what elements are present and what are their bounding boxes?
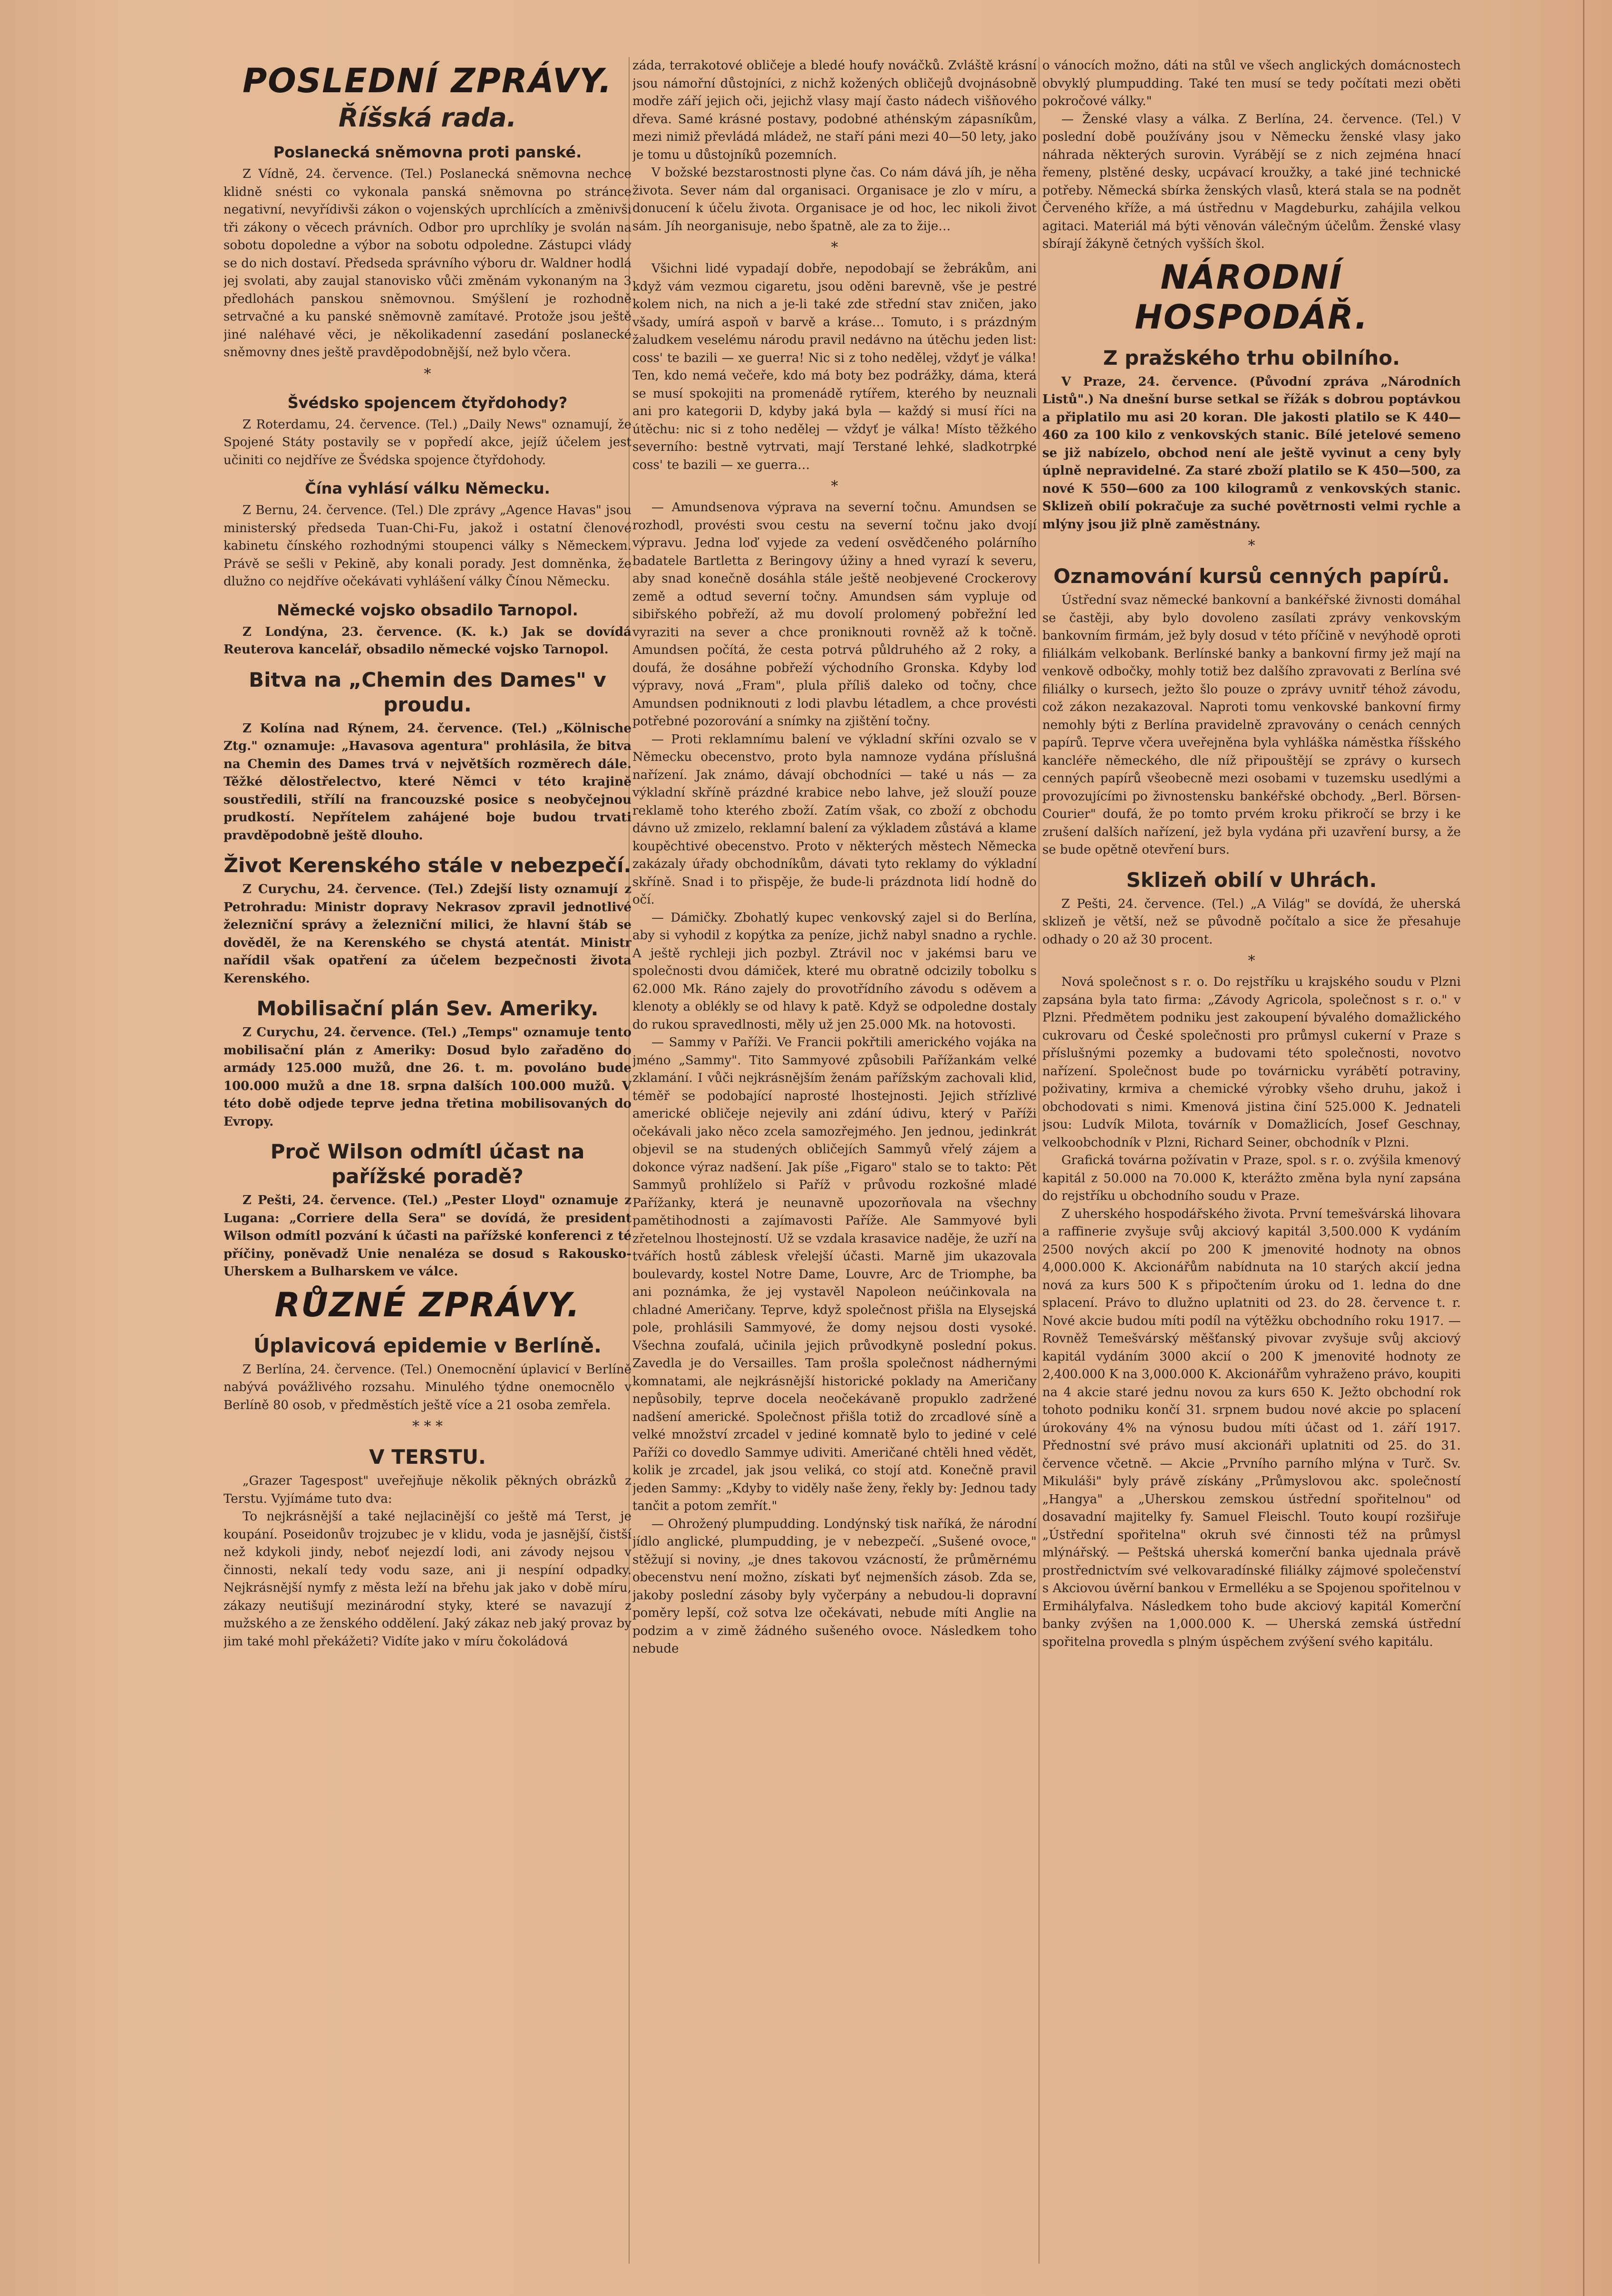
article-body: Z Roterdamu, 24. července. (Tel.) „Daily News" oznamují, že Spojené Státy postavily se v popředí akce, jejíž účelem jest učiniti co nejdříve ze Švédska spojence čtyřdohody. xyxy=(223,417,631,467)
section-heading-narodni-hospodar: NÁRODNÍ HOSPODÁŘ. xyxy=(1135,257,1369,337)
news-item: — Amundsenova výprava na severní točnu. Amundsen se rozhodl, provésti svou cestu na severní točnu jako dvojí výpravu. Jedna loď vyjede za vedení osvědčeného polárního badatele Bartletta z Beringovy úžiny a hned vyrazí k severu, aby snad konečně dosáhla stále ještě neobjevené Crockerovy země a odtud severní točny. Amundsen sám vypluje od sibiřského pobřeží, až mu dovolí prolomený pobřežní led vyraziti na sever a chce proniknouti rovněž až k točně. Amundsen počítá, že cesta potrvá půldruhého až 2 roky, a doufá, že dosáhne pobřeží východního Gronska. Kdyby loď výpravy, nová „Fram", plula příliš daleko od točny, chce Amundsen podniknouti z lodi plavbu létadlem, a chce provésti potřebné pozorování a snímky na zjištění točny. xyxy=(632,500,1037,729)
article-body: Všichni lidé vypadají dobře, nepodobají se žebrákům, ani když vám vezmou cigaretu, jsou oděni barevně, vše je pestré kolem nich, na nich a je-li také zde střední stav zničen, jako všady, umírá aspoň v barvě a kráse… Tomuto, i s prázdným žaludkem veselému národu pravil nedávno na útěchu jeden list: coss' te bazili — xe guerra! Nic si z toho nedělej, vždyť je válka! Ten, kdo nemá večeře, kdo má boty bez podrážky, dáma, která se musí spokojiti na promenádě rytířem, kterého by neuznali ani pro kategorii D, kdyby jaká byla — každý si musí říci na útěchu: nic si z toho nedělej — vždyť je válka! Místo těžkého severního: bestně vytrvati, mají Terstané lehké, sladkotrpké coss' te bazili — xe guerra… xyxy=(632,262,1037,472)
article-body: Z Bernu, 24. července. (Tel.) Dle zprávy „Agence Havas" jsou ministerský předseda Tuan-Chi-Fu, jakož i ostatní členové kabinetu čínského rozhodnými stoupenci války s Německem. Právě se sešli v Pekině, aby konali porady. Jest domněnka, že dlužno co nejdříve očekávati vyhlášení války Čínou Německu. xyxy=(223,503,631,589)
article-body: „Grazer Tagespost" uveřejňuje několik pěkných obrázků z Terstu. Vyjímáme tuto dva: xyxy=(223,1474,631,1506)
article-body: To nejkrásnější a také nejlacinější co ještě má Terst, je koupání. Poseidonův trojzubec je v klidu, voda je jasnější, čistší než kdykoli jindy, neboť nejezdí lodi, ani závody nejsou v činnosti, nekalí tedy vodu saze, ani ji nespíní odpadky. Nejkrásnější nymfy z města leží na břehu jak jako v době míru, zákazy neutišují mezinárodní styky, které se navazují z mužského a ze ženského oddělení. Jaký zákaz neb jaký provaz by jim také mohl překážeti? Vidíte jako v míru čokoládová xyxy=(223,1509,631,1649)
news-item: Grafická továrna požívatin v Praze, spol. s r. o. zvýšila kmenový kapitál z 50.000 na 70.000 K, kterážto změna byla nyní zapsána do rejstříku u obchodního soudu v Praze. xyxy=(1042,1153,1461,1203)
separator-star: * xyxy=(424,365,431,382)
article-title: Život Kerenského stále v nebezpečí. xyxy=(223,854,631,877)
column-3 xyxy=(1042,57,1461,2264)
article-body: V Praze, 24. července. (Původní zpráva „Národních Listů".) Na dnešní burse setkal se řížák s dobrou poptávkou a připlatilo mu asi 20 koran. Dle jakosti platilo se K 440—460 za 100 kilo z venkovských stanic. Bílé jetelové semeno se již nabízelo, obchod není ale ještě vyvinut a ceny byly úplně nepravidelné. Za staré zboží platilo se K 450—500, za nové K 550—600 za 100 kilogramů z venkovských stanic. Sklizeň obilí pokračuje za suché povětrnosti velmi rychle a mlýny jsou již plně zaměstnány. xyxy=(1042,374,1461,532)
article-title: Čína vyhlásí válku Německu. xyxy=(305,479,550,497)
article-title: Bitva na „Chemin des Dames" v proudu. xyxy=(249,668,606,716)
article-title: Z pražského trhu obilního. xyxy=(1103,346,1400,370)
article-body: Z Curychu, 24. července. (Tel.) Zdejší listy oznamují z Petrohradu: Ministr dopravy Nekrasov zpravil jednotlivé železniční správy a železniční milici, že hlavní štáb se dověděl, že na Kerenského se chystá atentát. Ministr nařídil však opatření za účelem bezpečnosti života Kerenského. xyxy=(223,882,631,986)
article-title: Poslanecká sněmovna proti panské. xyxy=(273,143,582,161)
section-heading-posledni-zpravy: POSLEDNÍ ZPRÁVY. xyxy=(242,61,612,100)
column-2 xyxy=(632,57,1037,2264)
column-1 xyxy=(223,57,631,2264)
news-item: — Dámičky. Zbohatlý kupec venkovský zajel si do Berlína, aby si vyhodil z kopýtka za peníze, jichž nabyl snadno a rychle. A ještě rychleji jich pozbyl. Ztrávil noc v jakémsi baru ve společnosti dvou dámiček, které mu obratně odcizily tobolku s 62.000 Mk. Ráno zajely do provotřídního závodu s oděvem a klenoty a oblékly se od hlavy k patě. Když se odpoledne dostaly do rukou spravedlnosti, měly už jen 25.000 Mk. na hotovosti. xyxy=(632,910,1037,1032)
news-item: Z uherského hospodářského života. První temešvárská lihovara a raffinerie zvyšuje svůj akciový kapitál 3,500.000 K vydáním 2500 nových akcií po 200 K jmenovité hodnoty na obnos 4,000.000 K. Akcionářům nabídnuta na 10 starých akcií jedna nová za kurs 500 K s připočtením úroku od 1. ledna do dne splacení. Právo to dlužno uplatniti od 23. do 28. července t. r. Nové akcie budou míti podíl na výtěžku obchodního roku 1917. — Rovněž Temešvárský měšťanský pivovar zvyšuje svůj akciový kapitál vydáním 3000 akcií o 200 K jmenovité hodnoty ze 2,400.000 K na 3,000.000 K. Akcionářům vyhraženo právo, koupiti na 4 akcie staré jednu novou za kurs 650 K. Ježto obchodní rok tohoto podniku končí 31. srpnem budou nové akcie po splacení úrokovány 4% na výnosu budou míti účast od 1. září 1917. Přednostní své právo musí akcionáři uplatniti od 25. do 31. července včetně. — Akcie „Prvního parního mlýna v Turč. Sv. Mikuláši" byly právě získány „Průmyslovou akc. společností „Hangya" a „Uherskou zemskou ústřední spořitelnou" od dosavadní majitelky fy. Samuel Fleischl. Touto koupí rozšiřuje „Ústřední spořitelna" okruh své činnosti též na průmysl mlýnářský. — Peštská uherská komerční banka ujednala právě prostřednictvím své velkovaradínské filiálky zájmové společenství s Akciovou úvěrní bankou v Ermelléku a se Spojenou spořitelnou v Ermihályfalva. Následkem toho bude akciový kapitál Komerční banky zvýšen na 1,000.000 K. — Uherská zemská ústřední spořitelna provedla s plným úspěchem zvýšení svého kapitálu. xyxy=(1042,1206,1461,1649)
separator-star: * xyxy=(1248,953,1255,969)
article-body: Ústřední svaz německé bankovní a bankéřské živnosti domáhal se častěji, aby bylo dovoleno zasílati zprávy venkovským bankovním firmám, jež byly dosud v této příčině v nevýhodě oproti filiálkám velkobank. Berlínské banky a bankovní firmy jež mají na venkově odbočky, mohly totiž bez dalšího zpravovati z Berlína své filiálky o kursech, ježto šlo pouze o zprávy uvnitř téhož závodu, což zákon nezakazoval. Naproti tomu venkovské bankovní firmy nemohly býti z Berlína pravidelně zpravovány o cenách cenných papírů. Teprve včera uveřejněna byla vyhláška náměstka říšského kancléře německého, dle níž připouštějí se zprávy o kursech cenných papírů všeobecně mezi osobami v tuzemsku usedlými a provozujícími po živnostensku bankéřské obchody. „Berl. Börsen-Courier" doufá, že po tomto prvém kroku přikročí se brzy i ke zrušení dalších nařízení, jež byla vydána při uzavření bursy, a že se bude opětně otevření burs. xyxy=(1042,593,1461,857)
article-body: Z Curychu, 24. července. (Tel.) „Temps" oznamuje tento mobilisační plán z Ameriky: Dosud bylo zařaděno do armády 125.000 mužů, dne 26. t. m. povoláno bude 100.000 mužů a dne 18. srpna dalších 100.000 mužů. V této době odjede teprve jedna třetina mobilisovaných do Evropy. xyxy=(223,1025,631,1129)
article-title: Oznamování kursů cenných papírů. xyxy=(1053,564,1450,588)
news-item: Nová společnost s r. o. Do rejstříku u krajského soudu v Plzni zapsána byla tato firma: „Závody Agricola, společnost s r. o." v Plzni. Předmětem podniku jest zakoupení bývalého domažlického cukrovaru od České společnosti pro průmysl cukerní v Praze s příslušnými pozemky a budovami této společnosti, novotvo nařízení. Společnost bude po továrnicku vyrábětí potraviny, poživatiny, krmiva a chemické výrobky všeho druhu, jakož i obchodovati s nimi. Kmenová jistina činí 525.000 K. Jednateli jsou: Ludvík Milota, továrník v Domažlicích, Josef Geschnay, velkoobchodník v Plzni, Richard Seiner, obchodník v Plzni. xyxy=(1042,975,1461,1150)
page-fold-line xyxy=(1583,0,1584,2296)
article-title: Úplavicová epidemie v Berlíně. xyxy=(253,1333,602,1357)
article-title: Švédsko spojencem čtyřdohody? xyxy=(287,393,568,412)
article-body: Z Londýna, 23. července. (K. k.) Jak se dovídá Reuterova kancelář, obsadilo německé vojsko Tarnopol. xyxy=(223,624,631,657)
article-body: Z Berlína, 24. července. (Tel.) Onemocnění úplavicí v Berlíně nabývá povážlivého rozsahu. Minulého týdne onemocnělo v Berlíně 80 osob, v předměstích ještě více a 21 osoba zemřela. xyxy=(223,1362,631,1412)
news-item: — Proti reklamnímu balení ve výkladní skříni ozvalo se v Německu obecenstvo, proto byla namnoze vydána příslušná nařízení. Jak známo, dávají obchodníci — také u nás — za výkladní skříně prázdné krabice nebo lahve, jež slouží pouze reklamě toho kterého zboží. Zatím však, co zboží z obchodu dávno už zmizelo, reklamní balení za výkladem zůstává a klame koupěchtivé obecenstvo. Proto v některých městech Německa zakázaly úřady obchodníkům, dávati tyto reklamy do výkladní skříně. Snad i to přispěje, že bude-li prázdnota lidí hodně do očí. xyxy=(632,732,1037,907)
article-body: Z Kolína nad Rýnem, 24. července. (Tel.) „Kölnische Ztg." oznamuje: „Havasova agentura" prohlásila, že bitva na Chemin des Dames trvá v největších rozměrech dále. Těžké dělostřelectvo, které Němci v této krajině soustředili, střílí na francouzské posice s neobyčejnou prudkostí. Nepřítelem zahájené boje budou trvati pravděpodobně ještě dlouho. xyxy=(223,721,631,843)
article-title: Sklizeň obilí v Uhrách. xyxy=(1126,868,1377,892)
news-item: — Ženské vlasy a válka. Z Berlína, 24. července. (Tel.) V poslední době používány jsou v Německu ženské vlasy jako náhrada některých surovin. Vyrábějí se z nich zejména hnací řemeny, plstěné desky, ucpávací kroužky, a také jiné technické potřeby. Německá sbírka ženských vlasů, která stala se na podnět Červeného kříže, a má ústřednu v Magdeburku, zahájila velkou agitaci. Materiál má býti věnován válečným účelům. Ženské vlasy sbírají žákyně četných vyšších škol. xyxy=(1042,112,1461,251)
separator-star: * xyxy=(831,239,838,256)
section-heading-ruzne-zpravy: RŮZNÉ ZPRÁVY. xyxy=(274,1285,581,1324)
article-title: Proč Wilson odmítl účast na pařížské poradě? xyxy=(270,1140,585,1188)
separator-stars: * * * xyxy=(412,1418,443,1435)
article-body: záda, terrakotové obličeje a bledé houfy nováčků. Zvláště krásní jsou námořní důstojníci, z nichž kožených obličejů dvojnásobně modře září jejich oči, jejichž vlasy mají často nádech višňového dřeva. Samé krásné postavy, podobné athénským zápasníkům, mezi nimiž převládá mládež, ne staří páni mezi 40—50 lety, jako je tomu u důstojníků pozemních. xyxy=(632,58,1037,162)
article-body: o vánocích možno, dáti na stůl ve všech anglických domácnostech obvyklý plumpudding. Také ten musí se tedy počítati mezi oběti pokročové války." xyxy=(1042,58,1461,108)
article-body: Z Pešti, 24. července. (Tel.) „Pester Lloyd" oznamuje z Lugana: „Corriere della Sera" se dovídá, že president Wilson odmítl pozvání k účasti na pařížské konferenci z té příčiny, poněvadž Unie nenaléza se dosud s Rakousko-Uherskem a Bulharskem ve válce. xyxy=(223,1193,631,1279)
article-title: V TERSTU. xyxy=(369,1445,486,1469)
article-body: Z Vídně, 24. července. (Tel.) Poslanecká sněmovna nechce klidně snésti co vykonala panská sněmovna po stránce negativní, nevyřídivši zákon o vojenských uprchlících a změnivši tři zákony o věcech právních. Odbor pro uprchlíky je svolán na sobotu dopoledne a výbor na sobotu odpoledne. Zástupci vlády se do nich dostaví. Předseda správního výboru dr. Waldner hodlá jej svolati, aby zaujal stanovisko vůči změnám vykonaným na 3 předlohách panskou sněmovnou. Smýšlení je rozhodně setrvačné a ku panské sněmovně zamítavé. Protože jsou ještě jiné naléhavé věci, je několikadenní zasedání poslanecké sněmovny dnes ještě pravděpodobnější, než bylo včera. xyxy=(223,167,631,360)
news-item: — Ohrožený plumpudding. Londýnský tisk naříká, že národní jídlo anglické, plumpudding, je v nebezpečí. „Sušené ovoce," stěžují si noviny, „je dnes takovou vzácností, že průměrnému obecenstvu není možno, získati byť nejmenších zásob. Zda se, jakoby poslední zásoby byly vyčerpány a nebudou-li dopravní poměry lepší, což sotva lze očekávati, nebude míti Anglie na podzim a v zimě žádného sušeného ovoce. Následkem toho nebude xyxy=(632,1517,1037,1656)
article-title: Mobilisační plán Sev. Ameriky. xyxy=(256,997,599,1020)
separator-star: * xyxy=(831,478,838,495)
article-body: V božské bezstarostnosti plyne čas. Co nám dává jíh, je něha života. Sever nám dal organisaci. Organisace je zlo v míru, a donucení k účelu života. Organisace je od hoc, lec nikoli život sám. Jíh neorganisuje, nebo špatně, ale za to žije… xyxy=(632,165,1037,233)
subheading-risska-rada: Říšská rada. xyxy=(338,103,517,133)
article-title: Německé vojsko obsadilo Tarnopol. xyxy=(277,601,578,619)
article-body: Z Pešti, 24. července. (Tel.) „A Világ" se dovídá, že uherská sklizeň je větší, než se původně počítalo a sice že přesahuje odhady o 20 až 30 procent. xyxy=(1042,896,1461,947)
separator-star: * xyxy=(1248,537,1255,554)
news-item: — Sammy v Paříži. Ve Francii pokřtili amerického vojáka na jméno „Sammy". Tito Sammyové způsobili Pařížankám velké zklamání. I vůči nejkrásnějším ženám pařížským zachovali klid, téměř se podobající naprosté lhostejnosti. Jejich střízlivé americké obličeje nejevily ani zdání údivu, který v Paříži očekávali jako něco zcela samozřejmého. Jen jednou, jedinkrát objevil se na studených obličejích Sammyů vřelý zájem a dokonce výraz nadšení. Jak píše „Figaro" stalo se to takto: Pět Sammyů prohlíželo si Paříž v průvodu rozkošné mladé Pařížanky, která je neunavně upozorňovala na všechny pamětihodnosti a zajímavosti Paříže. Ale Sammyové byli zřetelnou lhostejností. Už se vzdala krasavice naděje, že uzří na tvářích hostů záblesk vřelejší účasti. Marně jim ukazovala boulevardy, kostel Notre Dame, Louvre, Arc de Triomphe, ba ani poznámka, že jej vystavěl Napoleon neúčinkovala na chladné Američany. Teprve, když společnost přišla na Elysejská pole, prohlásili Sammyové, že domy nejsou dosti vysoké. Všechna zoufalá, učinila jejich průvodkyně poslední pokus. Zavedla je do Versailles. Tam prošla společnost nádhernými komnatami, ale nejkrásnější historické poklady na Američany nepůsobily, teprve docela neočekávaně propuklo zadržené nadšení americké. Společnost přišla totiž do zrcadlové síně a velké množství zrcadel v jediné komnatě bylo to jediné v celé Paříži co dovedlo Sammye udiviti. Američané chtěli hned vědět, kolik je zrcadel, jak jsou veliká, co stojí atd. Konečně pravil jeden Sammy: „Kdyby to viděly naše ženy, řekly by: Jednou tady tančit a potom zemřít." xyxy=(632,1035,1037,1513)
